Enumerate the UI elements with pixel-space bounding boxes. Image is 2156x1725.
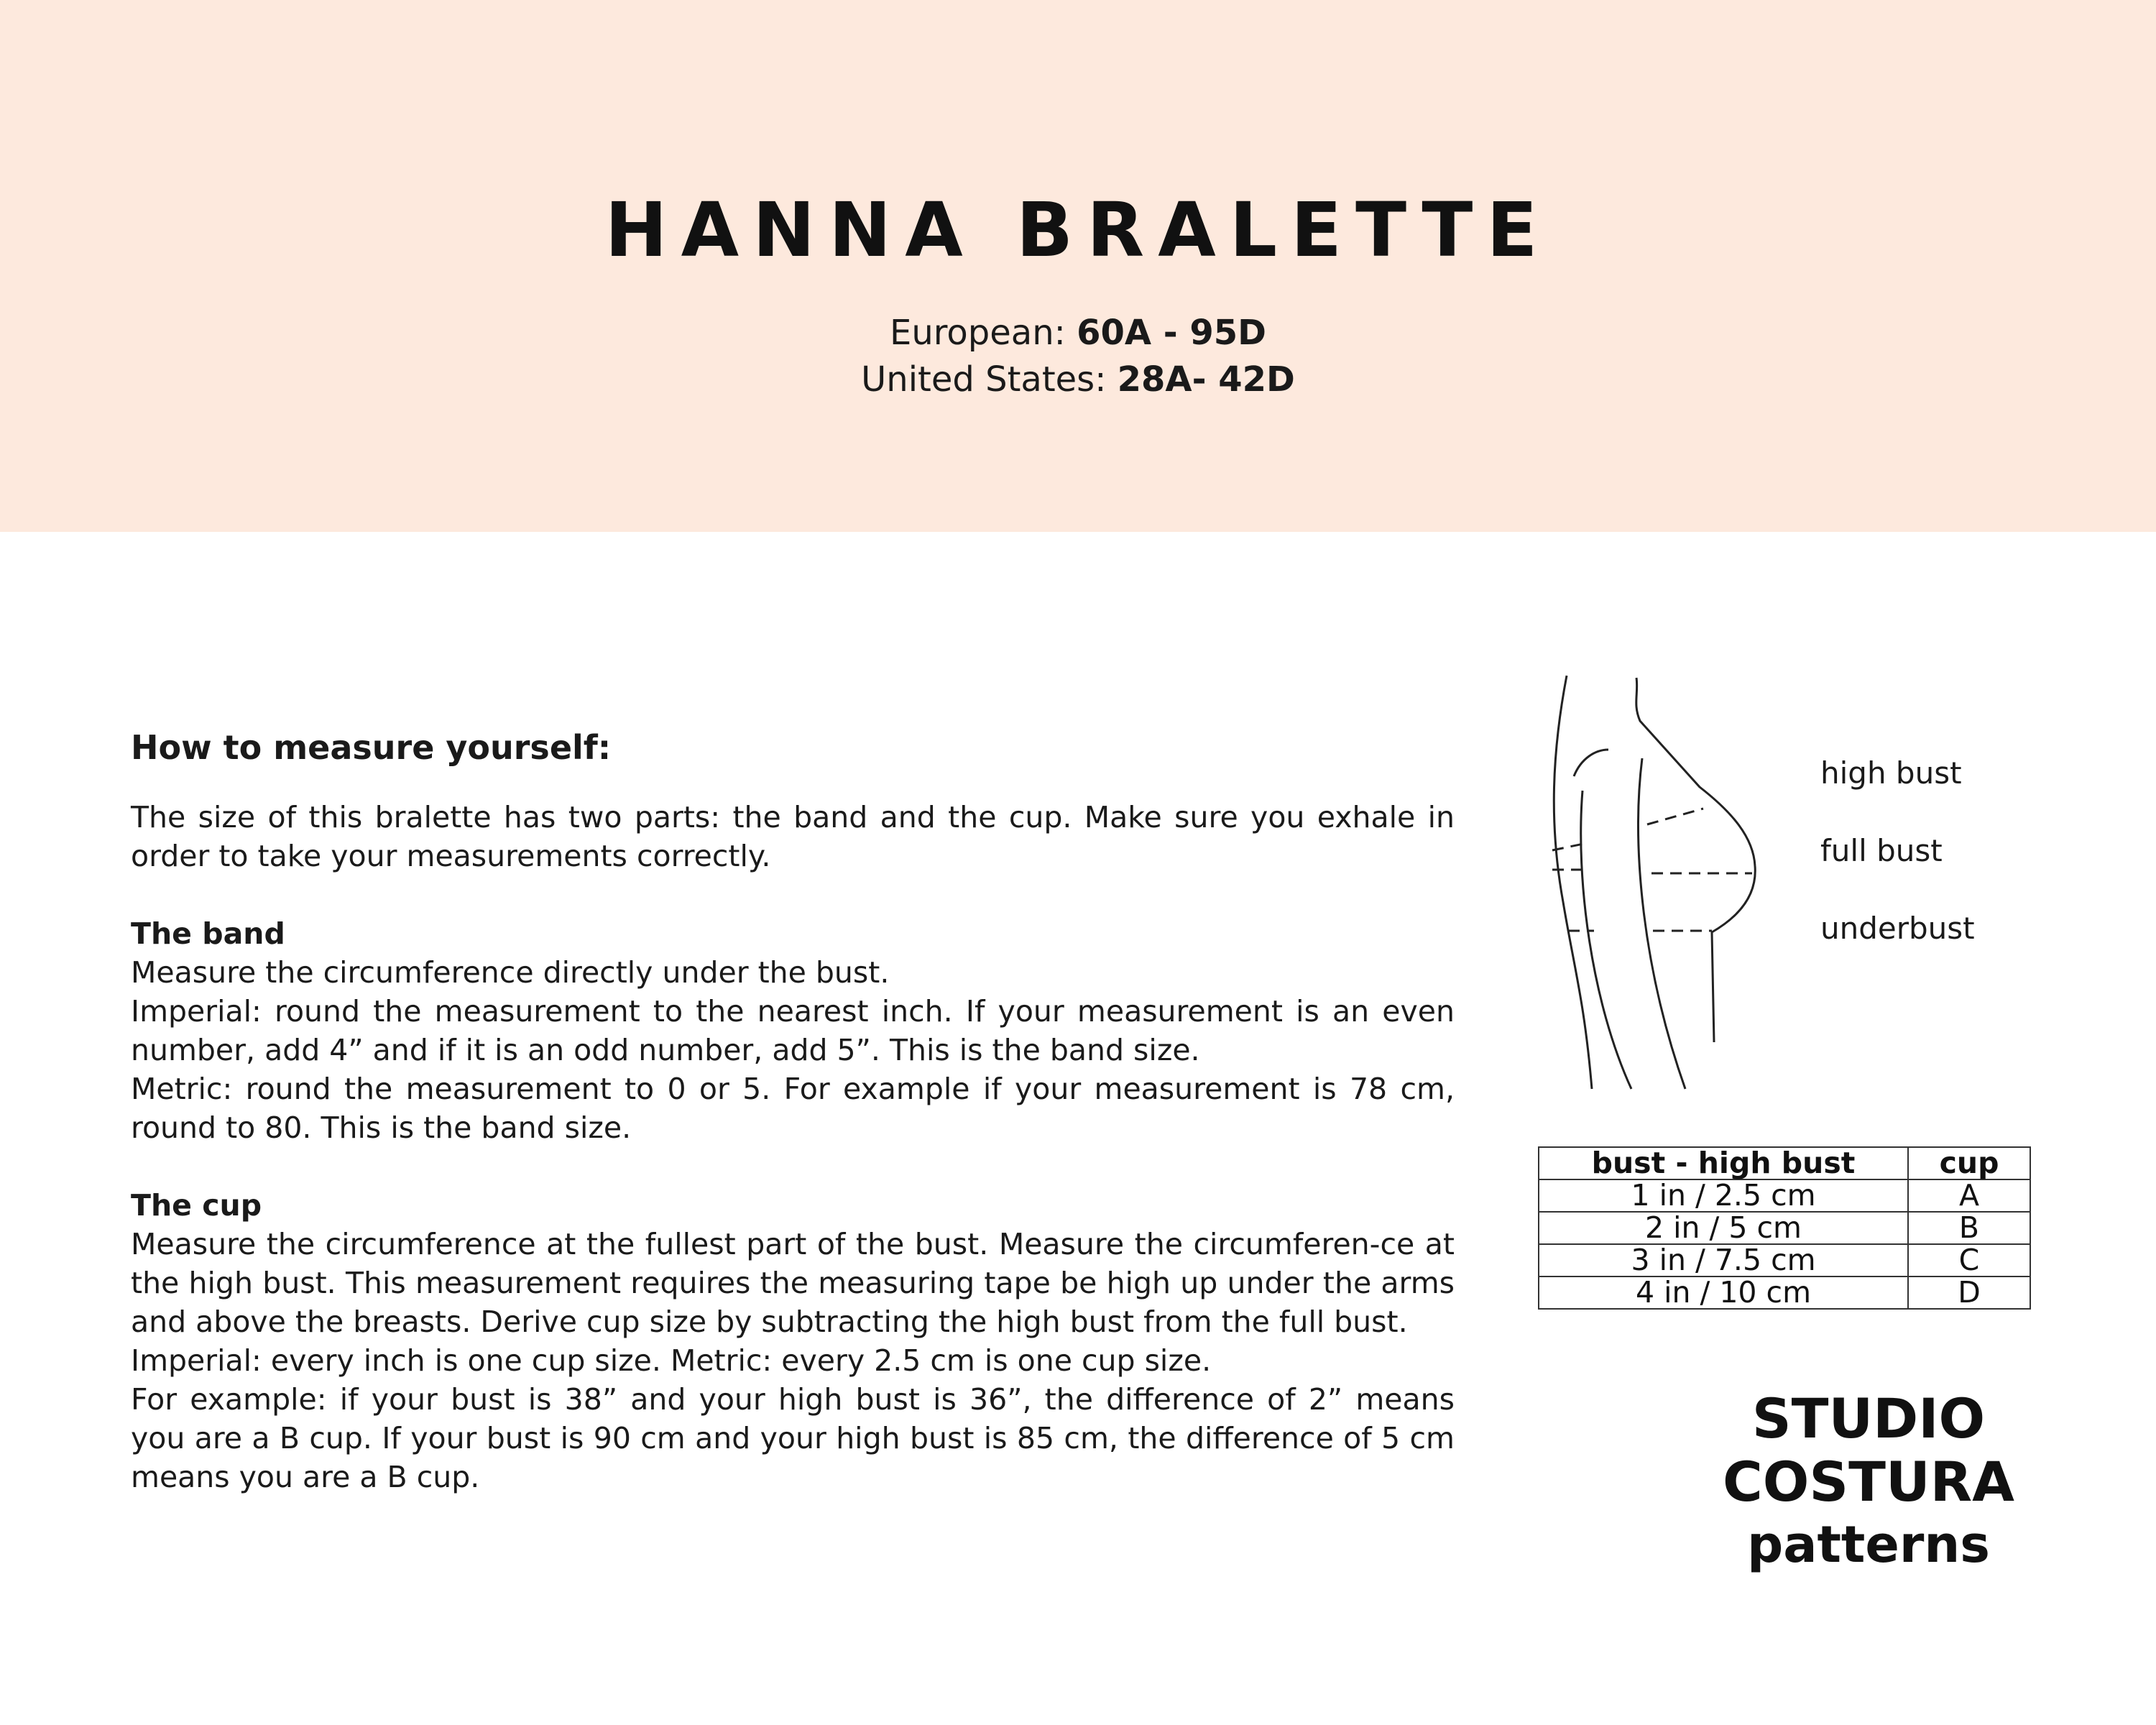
table-header-cup: cup — [1908, 1147, 2030, 1179]
brand-line-studio: STUDIO — [1751, 1386, 1986, 1450]
table-header-difference: bust - high bust — [1539, 1147, 1908, 1179]
instructions-heading: How to measure yourself: — [131, 728, 612, 767]
high-bust-label: high bust — [1820, 755, 1962, 791]
european-label: European: — [890, 313, 1077, 353]
cup-size-table — [1538, 1146, 2031, 1310]
brand-line-patterns: patterns — [1747, 1515, 1990, 1574]
table-row — [1539, 1212, 2030, 1244]
european-sizes: 60A - 95D — [1077, 313, 1266, 353]
cup-heading: The cup — [131, 1188, 262, 1223]
table-row — [1539, 1244, 2030, 1276]
intro-paragraph: The size of this bralette has two parts: the band and the cup. Make sure you exhale in order to take your measurements correctly. — [131, 800, 1455, 873]
high-bust-line — [1647, 809, 1703, 824]
front-contour — [1636, 678, 1755, 1042]
underbust-label: underbust — [1820, 911, 1975, 946]
table-cell-difference: 1 in / 2.5 cm — [1539, 1179, 1908, 1212]
european-size-range — [0, 310, 2156, 355]
table-row — [1539, 1179, 2030, 1212]
band-heading: The band — [131, 916, 285, 951]
back-contour — [1554, 676, 1592, 1089]
cup-text-1: Measure the circumference at the fullest part of the bust. Measure the circumferen-ce at the high bust. This measurement requires the measuring tape be high up under the arms and above the breasts. Derive cup size by subtracting the high bust from the full bust. — [131, 1227, 1455, 1339]
us-label: United States: — [861, 359, 1118, 400]
full-bust-label: full bust — [1820, 833, 1943, 868]
table-cell-cup: A — [1908, 1179, 2030, 1212]
body-silhouette-figure — [1524, 665, 1840, 1096]
table-cell-difference: 4 in / 10 cm — [1539, 1276, 1908, 1309]
brand-logo — [1682, 1387, 2055, 1576]
cup-text-2: Imperial: every inch is one cup size. Metric: every 2.5 cm is one cup size. — [131, 1343, 1212, 1378]
band-text-3: Metric: round the measurement to 0 or 5. For example if your measurement is 78 cm, round to 80. This is the band size. — [131, 1072, 1455, 1145]
us-sizes: 28A- 42D — [1117, 359, 1295, 400]
page-title: HANNA BRALETTE — [604, 186, 1552, 274]
table-cell-cup: C — [1908, 1244, 2030, 1276]
cup-text-3: For example: if your bust is 38” and your high bust is 36”, the difference of 2” means you are a B cup. If your bust is 90 cm and your high bust is 85 cm, the difference of 5 cm means you are a B cup. — [131, 1382, 1455, 1494]
arm-back-contour — [1581, 791, 1631, 1089]
band-text-2: Imperial: round the measurement to the nearest inch. If your measurement is an even number, add 4” and if it is an odd number, add 5”. This is the band size. — [131, 994, 1455, 1067]
table-header-row — [1539, 1147, 2030, 1179]
band-text-1: Measure the circumference directly under the bust. — [131, 955, 890, 990]
us-size-range — [0, 357, 2156, 402]
table-cell-difference: 2 in / 5 cm — [1539, 1212, 1908, 1244]
arm-front-contour — [1639, 758, 1685, 1089]
armpit-curve — [1574, 750, 1608, 776]
header-banner — [0, 0, 2156, 532]
measuring-instructions — [131, 726, 1455, 1496]
table-cell-cup: B — [1908, 1212, 2030, 1244]
table-row — [1539, 1276, 2030, 1309]
brand-line-costura: COSTURA — [1722, 1450, 2014, 1514]
table-cell-cup: D — [1908, 1276, 2030, 1309]
table-cell-difference: 3 in / 7.5 cm — [1539, 1244, 1908, 1276]
